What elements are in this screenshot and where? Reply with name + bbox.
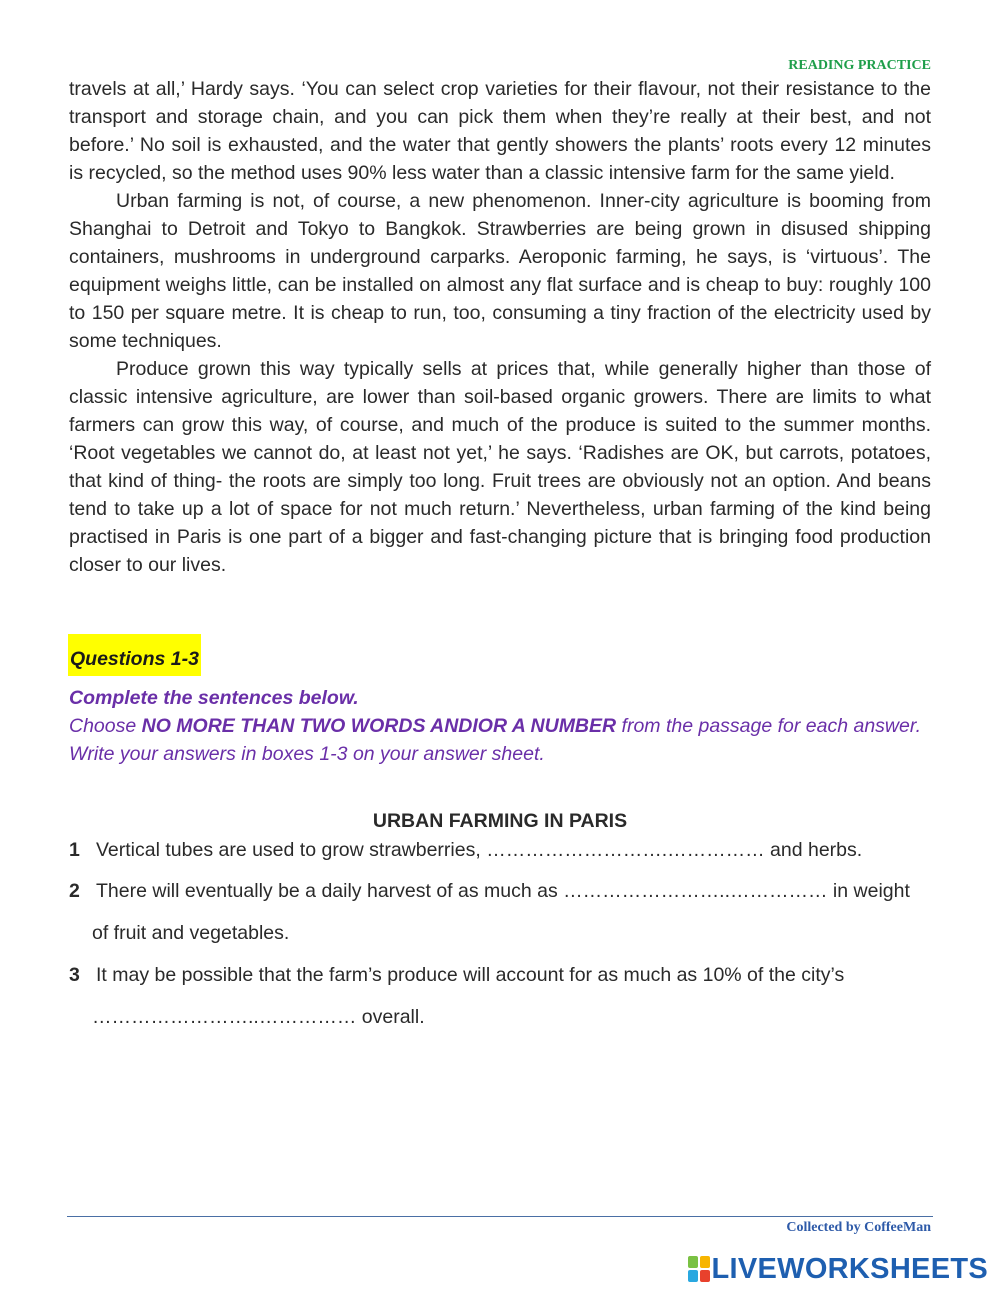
passage-paragraph-2: Urban farming is not, of course, a new phenomenon. Inner-city agriculture is booming from Shanghai to Detroit and Tokyo to Bangkok. Strawberries are being grown in disused shipping containers, mushrooms in underground carparks. Aeroponic farming, he says, is ‘virtuous’. The equipment weighs little, can be installed on almost any flat surface and is cheap to buy: roughly 100 to 150 per square metre. It is cheap to run, too, consuming a tiny fraction of the electricity used by some techniques. bbox=[69, 190, 931, 352]
question-3-continuation bbox=[92, 1003, 425, 1031]
reading-practice-label: READING PRACTICE bbox=[788, 58, 931, 73]
liveworksheets-wordmark: LIVEWORKSHEETS bbox=[711, 1252, 988, 1285]
answer-blank-1[interactable]: ……………………….…………… bbox=[486, 839, 765, 861]
question-text: Vertical tubes are used to grow strawberries, bbox=[96, 839, 487, 861]
question-text: It may be possible that the farm’s produce will account for as much as 10% of the city’s bbox=[96, 964, 845, 986]
question-1 bbox=[69, 836, 862, 864]
questions-instructions bbox=[69, 684, 931, 768]
question-3 bbox=[69, 961, 844, 989]
answer-blank-2[interactable]: ……………………..…………… bbox=[563, 880, 828, 902]
footer-divider bbox=[67, 1216, 933, 1217]
question-text: and herbs. bbox=[764, 839, 863, 861]
instruction-write: Write your answers in boxes 1-3 on your answer sheet. bbox=[69, 743, 545, 765]
question-number: 1 bbox=[69, 839, 80, 861]
question-number: 2 bbox=[69, 880, 80, 902]
answer-blank-3[interactable]: ……………………..…………… bbox=[92, 1006, 357, 1028]
reading-passage bbox=[69, 75, 931, 579]
liveworksheets-brand bbox=[688, 1253, 989, 1285]
question-2-continuation: of fruit and vegetables. bbox=[92, 922, 290, 944]
section-title: URBAN FARMING IN PARIS bbox=[372, 810, 628, 832]
question-number: 3 bbox=[69, 964, 80, 986]
passage-paragraph-3: Produce grown this way typically sells at prices that, while generally higher than those of classic intensive agriculture, are lower than soil-based organic growers. There are limits to what farmers can grow this way, of course, and much of the produce is suited to the summer months. ‘Root vegetables we cannot do, at least not yet,’ he says. ‘Radishes are OK, but carrots, potatoes, that kind of thing- the roots are simply too long. Fruit trees are obviously not an option. And beans tend to take up a lot of space for not much return.’ Nevertheless, urban farming of the kind being practised in Paris is one part of a bigger and fast-changing picture that is bringing food production closer to our lives. bbox=[69, 358, 931, 576]
question-2 bbox=[69, 877, 910, 905]
collected-by-credit: Collected by CoffeeMan bbox=[786, 1220, 931, 1235]
questions-heading: Questions 1-3 bbox=[68, 634, 201, 676]
passage-paragraph-1: travels at all,’ Hardy says. ‘You can select crop varieties for their flavour, not their resistance to the transport and storage chain, and you can pick them when they’re really at their best, and not before.’ No soil is exhausted, and the water that gently showers the plants’ roots every 12 minutes is recycled, so the method uses 90% less water than a classic intensive farm for the same yield. bbox=[69, 78, 931, 184]
question-text: in weight bbox=[827, 880, 910, 902]
instruction-choose: Choose NO MORE THAN TWO WORDS ANDIOR A NUMBER from the passage for each answer. bbox=[69, 715, 922, 737]
question-text: overall. bbox=[356, 1006, 425, 1028]
instruction-complete: Complete the sentences below. bbox=[69, 687, 359, 709]
question-text: There will eventually be a daily harvest of as much as bbox=[96, 880, 564, 902]
liveworksheets-logo-icon bbox=[688, 1256, 710, 1282]
